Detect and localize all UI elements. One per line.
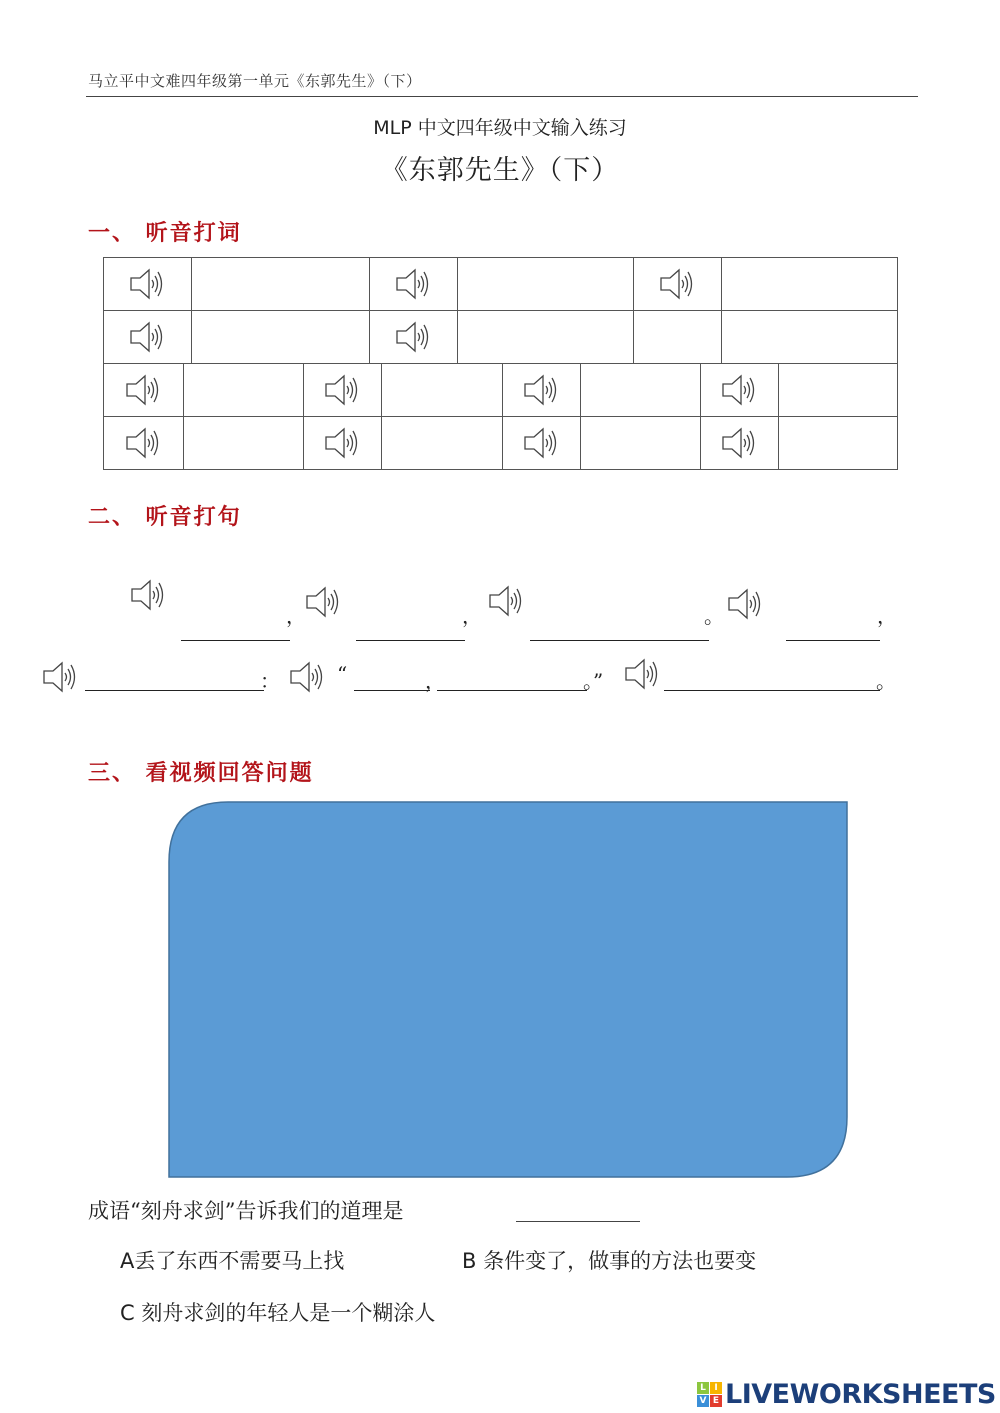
word-answer-cell bbox=[191, 257, 370, 311]
speaker-icon bbox=[40, 660, 82, 694]
close-quote-period: 。” bbox=[583, 669, 604, 693]
speaker-icon bbox=[521, 426, 563, 460]
speaker-icon bbox=[303, 585, 345, 619]
word-audio-button[interactable] bbox=[103, 310, 192, 364]
word-audio-button[interactable] bbox=[303, 416, 382, 470]
speaker-icon bbox=[127, 320, 169, 354]
section-heading-listen-words: 一、 听音打词 bbox=[88, 220, 242, 246]
word-answer-cell bbox=[721, 310, 898, 364]
logo-badge-icon: L I V E bbox=[697, 1382, 722, 1407]
video-player[interactable] bbox=[168, 801, 848, 1178]
word-answer-cell bbox=[457, 257, 634, 311]
option-b[interactable] bbox=[462, 1245, 756, 1275]
speaker-icon bbox=[719, 373, 761, 407]
word-answer-input[interactable] bbox=[384, 366, 500, 414]
option-a-text: 丢了东西不需要马上找 bbox=[134, 1249, 345, 1273]
word-answer-input[interactable] bbox=[194, 313, 367, 361]
word-answer-input[interactable] bbox=[583, 366, 698, 414]
section-heading-listen-sentences: 二、 听音打句 bbox=[88, 504, 242, 530]
sentence-blank-8[interactable] bbox=[664, 670, 880, 691]
speaker-icon bbox=[322, 373, 364, 407]
running-head: 马立平中文难四年级第一单元《东郭先生》（下） bbox=[88, 72, 422, 90]
open-quote: “ bbox=[337, 662, 348, 686]
word-audio-button[interactable] bbox=[369, 257, 458, 311]
sentence-blank-2[interactable] bbox=[356, 620, 465, 641]
option-b-label: B bbox=[462, 1249, 477, 1273]
word-audio-button[interactable] bbox=[303, 363, 382, 417]
word-answer-input[interactable] bbox=[460, 260, 631, 308]
question-answer-input[interactable] bbox=[516, 1199, 640, 1222]
word-answer-input[interactable] bbox=[186, 366, 301, 414]
period: 。 bbox=[876, 669, 896, 693]
video-placeholder-shape bbox=[168, 801, 848, 1178]
word-answer-input[interactable] bbox=[781, 419, 895, 467]
sentence-audio-button-3[interactable] bbox=[486, 584, 528, 622]
speaker-icon bbox=[127, 267, 169, 301]
word-answer-input[interactable] bbox=[186, 419, 301, 467]
option-c-label: C bbox=[120, 1301, 135, 1325]
word-audio-button[interactable] bbox=[103, 416, 184, 470]
speaker-icon bbox=[322, 426, 364, 460]
comma: ， bbox=[286, 604, 306, 628]
word-answer-cell bbox=[457, 310, 634, 364]
period: 。 bbox=[704, 604, 724, 628]
worksheet-title: 《东郭先生》（下） bbox=[380, 155, 620, 186]
word-audio-button[interactable] bbox=[103, 257, 192, 311]
speaker-icon bbox=[657, 267, 699, 301]
sentence-blank-3[interactable] bbox=[530, 620, 709, 641]
sentence-blank-5[interactable] bbox=[85, 670, 264, 691]
word-answer-input[interactable] bbox=[194, 260, 367, 308]
word-answer-cell bbox=[580, 363, 701, 417]
word-answer-cell bbox=[183, 363, 304, 417]
word-audio-button[interactable] bbox=[369, 310, 458, 364]
speaker-icon bbox=[393, 267, 435, 301]
sentence-blank-4[interactable] bbox=[786, 620, 880, 641]
speaker-icon bbox=[287, 660, 329, 694]
word-audio-button[interactable] bbox=[103, 363, 184, 417]
header-divider bbox=[86, 96, 918, 97]
word-audio-button[interactable] bbox=[700, 363, 779, 417]
word-answer-input[interactable] bbox=[724, 260, 895, 308]
word-audio-button[interactable] bbox=[502, 416, 581, 470]
speaker-icon bbox=[393, 320, 435, 354]
option-c-text: 刻舟求剑的年轻人是一个糊涂人 bbox=[141, 1301, 436, 1325]
speaker-icon bbox=[123, 373, 165, 407]
sentence-audio-button-4[interactable] bbox=[725, 587, 767, 625]
word-answer-cell bbox=[381, 416, 503, 470]
comma: ， bbox=[425, 669, 445, 693]
word-audio-button[interactable] bbox=[502, 363, 581, 417]
option-a[interactable] bbox=[120, 1245, 344, 1275]
sentence-audio-button-7[interactable] bbox=[622, 657, 664, 695]
sentence-audio-button-2[interactable] bbox=[303, 585, 345, 623]
speaker-icon bbox=[123, 426, 165, 460]
word-answer-input[interactable] bbox=[724, 313, 895, 361]
word-answer-input[interactable] bbox=[460, 313, 631, 361]
word-audio-button[interactable] bbox=[633, 257, 722, 311]
logo-wordmark: LIVEWORKSHEETS bbox=[725, 1379, 996, 1410]
option-b-text: 条件变了，做事的方法也要变 bbox=[483, 1249, 757, 1273]
speaker-icon bbox=[622, 657, 664, 691]
word-answer-cell bbox=[183, 416, 304, 470]
speaker-icon bbox=[725, 587, 767, 621]
comma: ， bbox=[877, 604, 897, 628]
word-answer-cell bbox=[381, 363, 503, 417]
comma: ， bbox=[462, 604, 482, 628]
word-answer-cell bbox=[191, 310, 370, 364]
speaker-icon bbox=[486, 584, 528, 618]
colon: ： bbox=[260, 669, 280, 693]
word-answer-input[interactable] bbox=[781, 366, 895, 414]
word-answer-cell bbox=[778, 363, 898, 417]
word-answer-input[interactable] bbox=[583, 419, 698, 467]
word-audio-button[interactable] bbox=[700, 416, 779, 470]
sentence-audio-button-6[interactable] bbox=[287, 660, 329, 698]
sentence-audio-button-1[interactable] bbox=[128, 578, 170, 616]
question-prompt: 成语“刻舟求剑”告诉我们的道理是 bbox=[88, 1199, 404, 1223]
section-heading-video-questions: 三、 看视频回答问题 bbox=[88, 760, 314, 786]
worksheet-subtitle: MLP 中文四年级中文输入练习 bbox=[373, 117, 627, 139]
sentence-blank-6[interactable] bbox=[354, 670, 430, 691]
speaker-icon bbox=[719, 426, 761, 460]
word-answer-cell bbox=[721, 257, 898, 311]
liveworksheets-logo bbox=[697, 1379, 996, 1410]
word-answer-input[interactable] bbox=[384, 419, 500, 467]
sentence-blank-7[interactable] bbox=[437, 670, 587, 691]
speaker-icon bbox=[521, 373, 563, 407]
word-answer-cell bbox=[580, 416, 701, 470]
word-answer-cell bbox=[778, 416, 898, 470]
option-c[interactable] bbox=[120, 1297, 435, 1327]
sentence-audio-button-5[interactable] bbox=[40, 660, 82, 698]
speaker-icon bbox=[128, 578, 170, 612]
option-a-label: A bbox=[120, 1249, 135, 1273]
sentence-blank-1[interactable] bbox=[181, 620, 290, 641]
empty-cell bbox=[633, 310, 722, 364]
